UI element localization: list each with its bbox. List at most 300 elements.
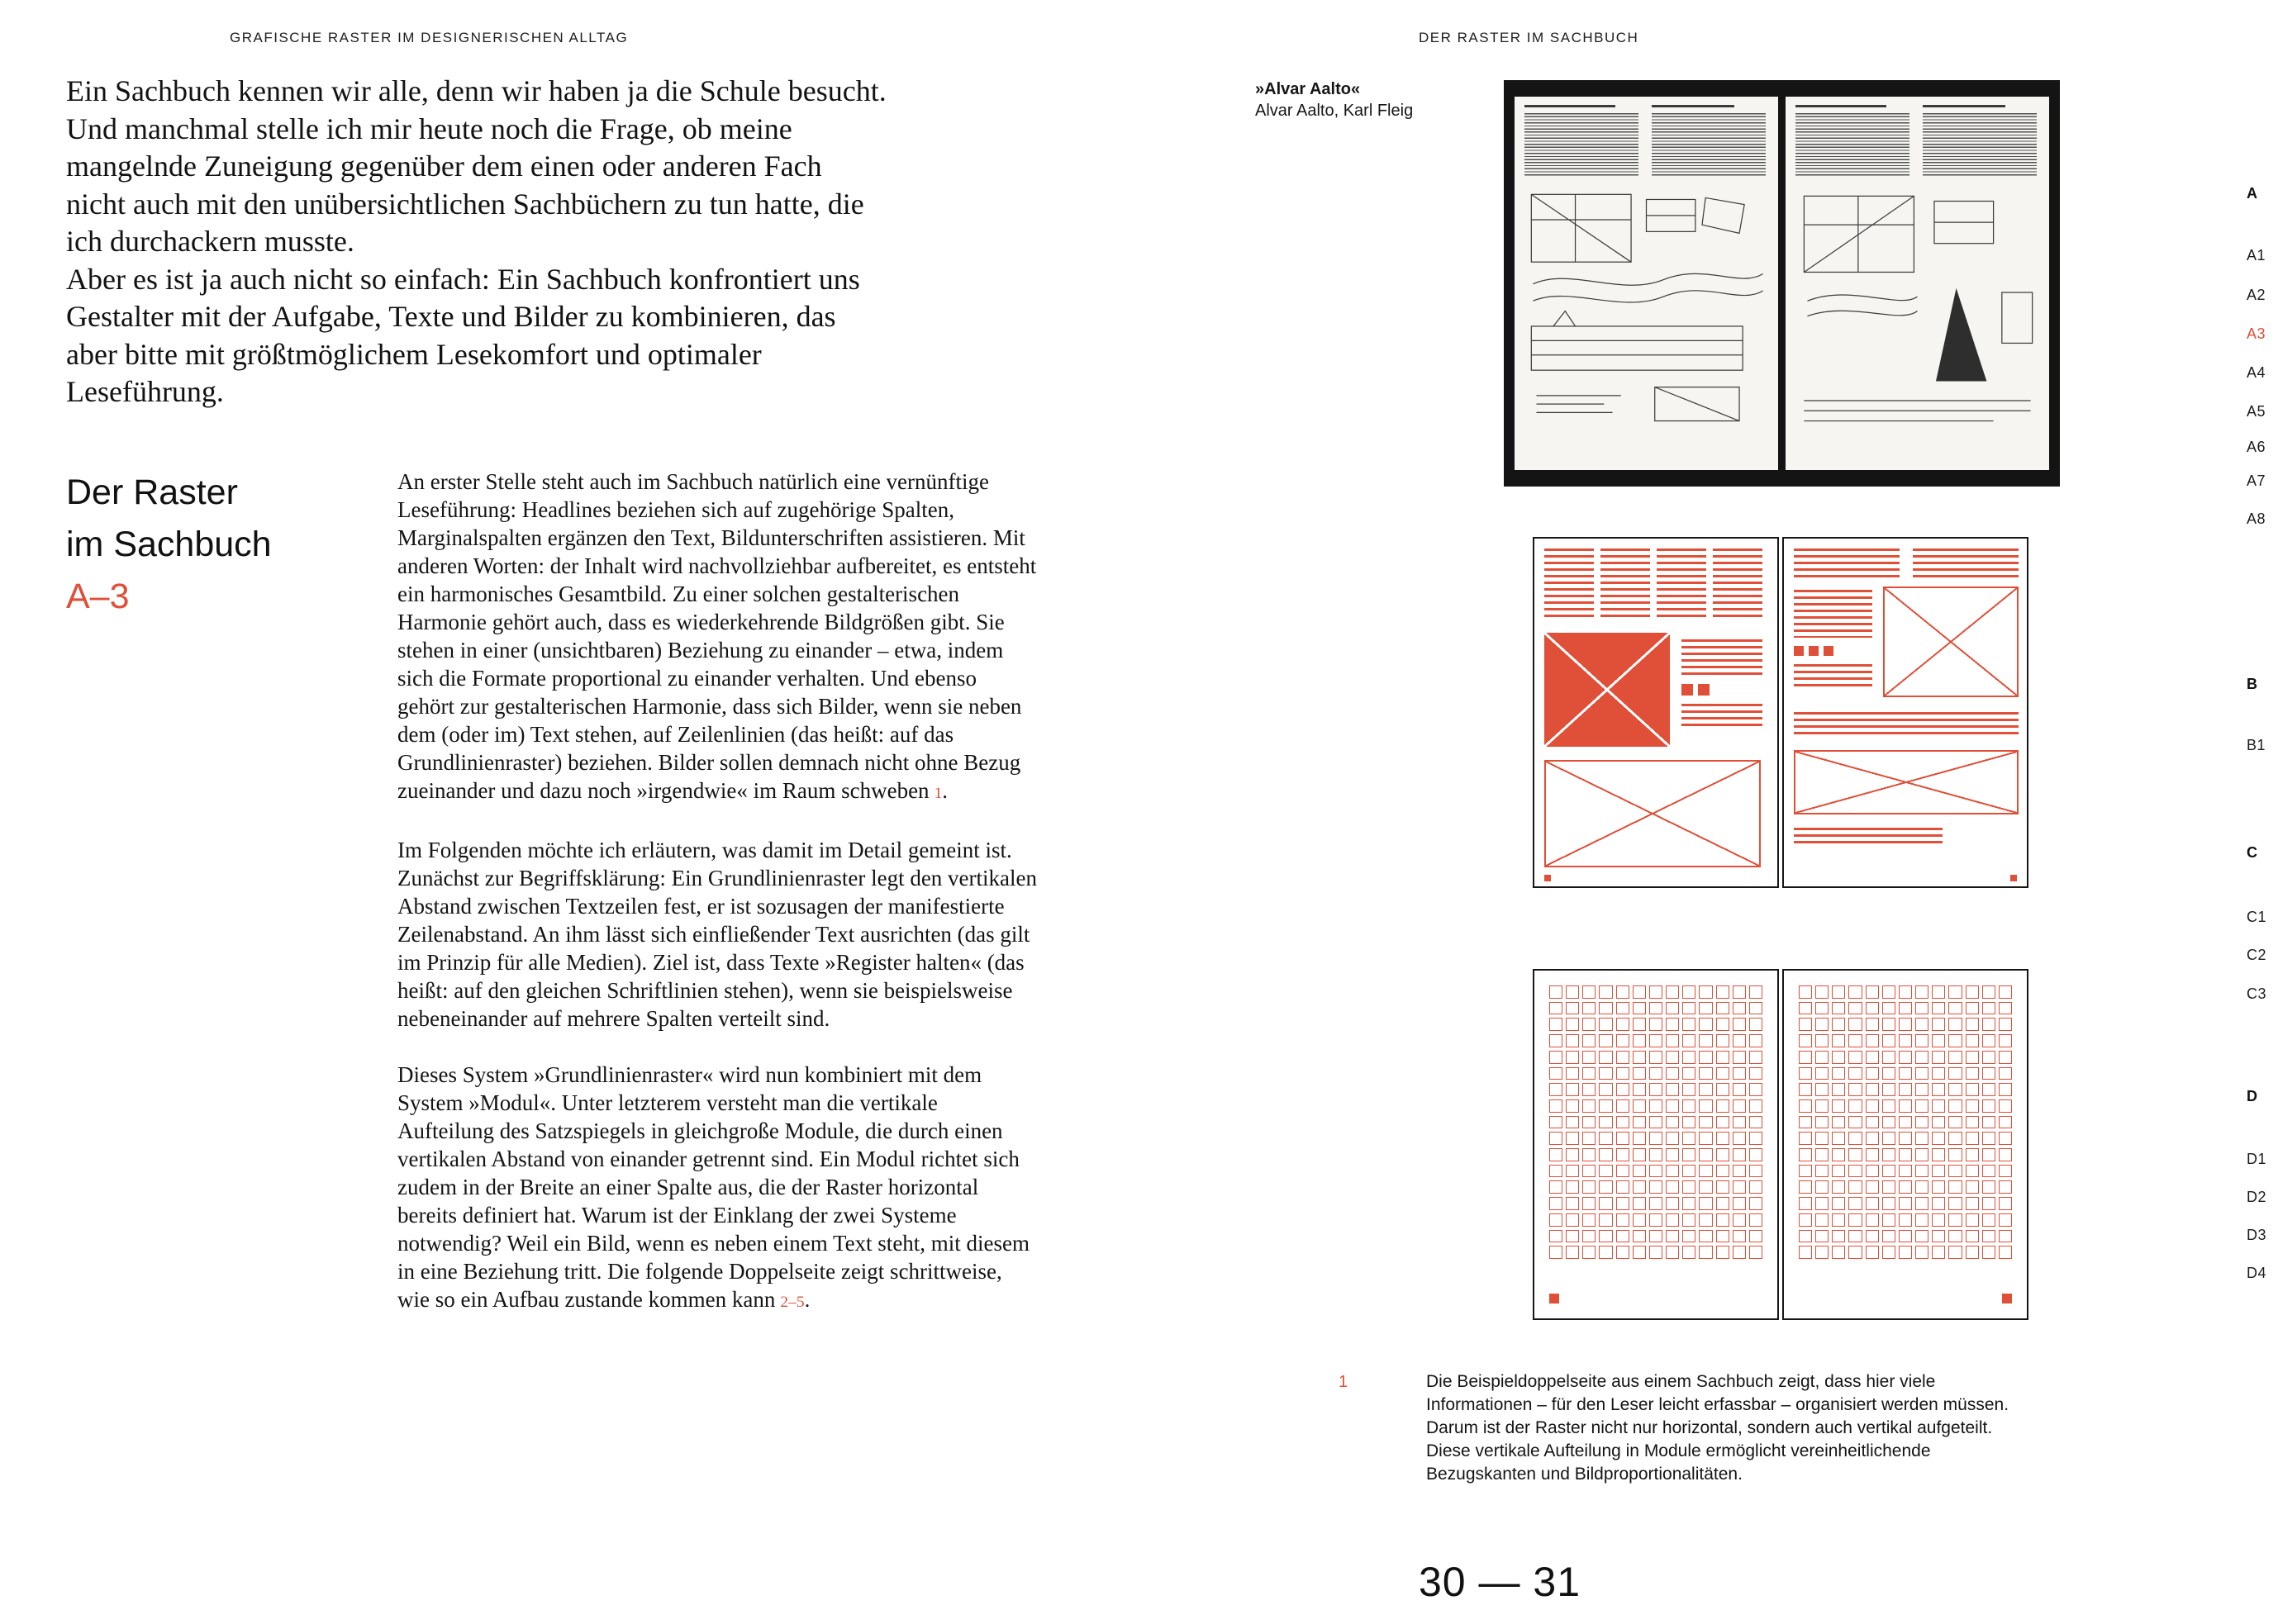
module-grid-cell — [1848, 1083, 1862, 1096]
module-grid-cell — [1915, 1148, 1928, 1161]
module-grid-cell — [1616, 1197, 1629, 1210]
module-grid-cell — [1699, 1246, 1712, 1259]
module-grid-cell — [1982, 1067, 1995, 1080]
module-grid-cell — [1733, 1246, 1746, 1259]
module-grid-cell — [1915, 1051, 1928, 1064]
module-grid-cell — [1566, 1180, 1579, 1194]
module-grid-cell — [1966, 1051, 1979, 1064]
module-grid-cell — [1815, 1148, 1829, 1161]
module-grid-cell — [1999, 1051, 2012, 1064]
module-grid-cell — [1749, 1018, 1762, 1031]
module-grid-cell — [1733, 985, 1746, 999]
margin-index-item-A1: A1 — [2247, 247, 2266, 264]
module-grid-cell — [1633, 1002, 1646, 1015]
module-grid-cell — [1999, 1246, 2012, 1259]
module-grid-cell — [1566, 1083, 1579, 1096]
module-grid-cell — [1699, 1034, 1712, 1047]
footnote-ref-1: 1 — [934, 785, 943, 802]
module-grid-cell — [1716, 1148, 1729, 1161]
module-grid-cell — [1932, 1018, 1945, 1031]
module-grid-cell — [1566, 1148, 1579, 1161]
module-grid-cell — [1932, 1180, 1945, 1194]
module-grid-cell — [1666, 1083, 1679, 1096]
module-grid-cell — [1966, 1148, 1979, 1161]
module-grid-cell — [1899, 1018, 1912, 1031]
module-grid-cell — [1932, 1002, 1945, 1015]
module-grid-cell — [1682, 1132, 1695, 1145]
module-grid-cell — [1566, 1034, 1579, 1047]
module-grid-cell — [1616, 985, 1629, 999]
module-grid-cell — [1649, 1067, 1662, 1080]
module-grid-cell — [1948, 1213, 1962, 1227]
module-grid-cell — [1815, 1034, 1829, 1047]
module-grid-cell — [1832, 1197, 1845, 1210]
module-grid-cell — [1582, 1051, 1596, 1064]
module-grid-cell — [1915, 985, 1928, 999]
module-grid-cell — [1799, 1099, 1812, 1113]
module-grid-cell — [1899, 1051, 1912, 1064]
section-heading — [66, 467, 380, 623]
module-grid-cell — [1866, 1099, 1879, 1113]
module-grid-cell — [1899, 1099, 1912, 1113]
module-grid-cell — [1666, 1034, 1679, 1047]
margin-index-item-A7: A7 — [2247, 472, 2266, 489]
module-grid-cell — [1733, 1034, 1746, 1047]
module-grid-cell — [1948, 1018, 1962, 1031]
module-grid-cell — [1999, 1018, 2012, 1031]
module-grid-cell — [1982, 1083, 1995, 1096]
module-grid-cell — [1948, 985, 1962, 999]
module-grid-cell — [1915, 1099, 1928, 1113]
figure-caption-title: »Alvar Aalto« — [1255, 80, 1361, 98]
module-grid-cell — [1616, 1034, 1629, 1047]
footnote-text: Die Beispieldoppelseite aus einem Sachbuch zeigt, dass hier viele Informationen – für den Leser leicht erfassbar – organisiert werden müssen. Darum ist der Raster nicht nur horizontal, sondern auch vertikal aufgeteilt. Diese vertikale Aufteilung in Module ermöglicht vereinheitlichende Bezugskanten und Bildproportionalitäten. — [1426, 1372, 2009, 1484]
module-grid-cell — [1966, 1180, 1979, 1194]
margin-index-item-C2: C2 — [2247, 947, 2267, 963]
architecture-sketch-right — [1791, 183, 2044, 462]
module-grid-cell — [1582, 1132, 1596, 1145]
module-grid-cell — [1815, 1132, 1829, 1145]
page-folio: 30 — 31 — [1419, 1559, 1581, 1605]
margin-index-item-A6: A6 — [2247, 439, 2266, 455]
module-grid-cell — [1633, 1180, 1646, 1194]
module-grid-cell — [1716, 1116, 1729, 1129]
module-grid-cell — [1749, 1230, 1762, 1243]
module-grid-cell — [1566, 1067, 1579, 1080]
module-grid-cell — [1999, 1002, 2012, 1015]
module-marker — [1809, 646, 1819, 656]
schematic-left-page — [1533, 537, 1779, 888]
module-grid-cell — [1832, 1230, 1845, 1243]
module-grid-cell — [1749, 1083, 1762, 1096]
module-grid-cell — [1599, 1002, 1612, 1015]
module-grid-cell — [1832, 1132, 1845, 1145]
module-grid-cell — [1666, 1067, 1679, 1080]
margin-index-item-D3: D3 — [2247, 1227, 2267, 1243]
module-grid-cell — [1848, 1051, 1862, 1064]
photo-text-column — [1524, 113, 1638, 176]
module-grid-cell — [1549, 1165, 1562, 1178]
module-grid-cell — [1749, 1148, 1762, 1161]
module-grid-cell — [1666, 1099, 1679, 1113]
module-grid-cell — [1966, 1034, 1979, 1047]
module-grid-cell — [1733, 1230, 1746, 1243]
module-grid-cell — [1549, 1116, 1562, 1129]
module-grid-cell — [1966, 1067, 1979, 1080]
module-grid-cell — [1733, 1116, 1746, 1129]
module-grid-cell — [1948, 1002, 1962, 1015]
module-grid-cell — [1699, 1051, 1712, 1064]
module-grid-cell — [1699, 985, 1712, 999]
module-grid-cell — [1848, 1230, 1862, 1243]
module-grid-cell — [1716, 1230, 1729, 1243]
period: . — [942, 778, 949, 803]
grid-left-page — [1533, 969, 1779, 1320]
module-grid-cell — [1549, 1230, 1562, 1243]
page-number-marker — [1549, 1294, 1559, 1303]
module-grid-cell — [1733, 1083, 1746, 1096]
module-grid-cell — [1915, 1116, 1928, 1129]
module-grid-cell — [1882, 1116, 1895, 1129]
module-grid-cell — [1815, 985, 1829, 999]
photo-left-page — [1515, 97, 1778, 470]
module-grid-cell — [1848, 1018, 1862, 1031]
section-code: A–3 — [66, 577, 130, 616]
module-grid-cell — [1866, 1230, 1879, 1243]
module-grid-cell — [1966, 985, 1979, 999]
module-grid-cell — [1699, 1165, 1712, 1178]
module-grid-cell — [1982, 1018, 1995, 1031]
module-grid-cell — [1815, 1197, 1829, 1210]
module-grid-cell — [1966, 1099, 1979, 1113]
module-grid-cell — [1549, 1099, 1562, 1113]
module-grid-cell — [1599, 1180, 1612, 1194]
module-grid-cell — [1682, 1246, 1695, 1259]
module-grid-cell — [1633, 1230, 1646, 1243]
module-grid-cell — [1733, 1165, 1746, 1178]
figure-caption — [1255, 78, 1486, 121]
module-grid-cell — [1999, 1197, 2012, 1210]
module-grid-cell — [1982, 1116, 1995, 1129]
margin-index-item-D1: D1 — [2247, 1151, 2267, 1167]
module-grid-cell — [1566, 1018, 1579, 1031]
module-grid-cell — [1633, 1246, 1646, 1259]
module-grid-cell — [1882, 1246, 1895, 1259]
module-grid-cell — [1899, 1180, 1912, 1194]
module-grid-cell — [1932, 1067, 1945, 1080]
module-grid-cell — [1649, 985, 1662, 999]
module-grid-cell — [1948, 1067, 1962, 1080]
module-grid-cell — [1633, 1132, 1646, 1145]
module-grid-cell — [1866, 985, 1879, 999]
module-grid-cell — [1616, 1132, 1629, 1145]
module-marker — [1794, 646, 1804, 656]
module-grid-cell — [1948, 1132, 1962, 1145]
module-grid-cell — [1549, 1180, 1562, 1194]
module-grid-cell — [1866, 1246, 1879, 1259]
text-block-wireframe — [1713, 548, 1762, 621]
module-grid-cell — [1966, 1083, 1979, 1096]
margin-index-item-C3: C3 — [2247, 985, 2267, 1002]
margin-index-item-C1: C1 — [2247, 909, 2267, 925]
module-grid-cell — [1999, 1148, 2012, 1161]
text-block-wireframe — [1913, 548, 2019, 578]
module-grid-cell — [1549, 1132, 1562, 1145]
module-grid-cell — [1866, 1132, 1879, 1145]
module-grid-cell — [1649, 1180, 1662, 1194]
module-grid-cell — [1866, 1051, 1879, 1064]
photo-text-heading — [1652, 105, 1734, 107]
margin-index-item-D4: D4 — [2247, 1265, 2267, 1281]
module-grid-cell — [1966, 1132, 1979, 1145]
module-grid-cell — [1866, 1018, 1879, 1031]
module-grid-cell — [1882, 1051, 1895, 1064]
module-grid-cell — [1599, 1099, 1612, 1113]
module-grid-cell — [1982, 1197, 1995, 1210]
module-grid-cell — [1999, 1230, 2012, 1243]
module-grid-cell — [1549, 1246, 1562, 1259]
module-grid-cell — [1882, 1213, 1895, 1227]
module-grid-cell — [1815, 1213, 1829, 1227]
module-grid-cell — [1616, 1148, 1629, 1161]
module-grid-cell — [1899, 1197, 1912, 1210]
module-grid-cell — [1999, 1083, 2012, 1096]
margin-index-item-C: C — [2247, 844, 2258, 861]
module-grid-cell — [1948, 1083, 1962, 1096]
module-grid-cell — [1549, 1197, 1562, 1210]
module-grid-cell — [1915, 1132, 1928, 1145]
module-grid-cell — [1882, 1197, 1895, 1210]
module-grid-cell — [1832, 1018, 1845, 1031]
module-grid-cell — [1616, 1213, 1629, 1227]
module-grid-cell — [1682, 1116, 1695, 1129]
module-grid-cell — [1716, 1246, 1729, 1259]
module-grid-cell — [1832, 1180, 1845, 1194]
module-grid-cell — [1716, 1099, 1729, 1113]
module-grid-cell — [1932, 1132, 1945, 1145]
module-grid-cell — [1749, 1034, 1762, 1047]
module-grid-cell — [1649, 1051, 1662, 1064]
page-number-marker — [2002, 1294, 2012, 1303]
module-grid-cell — [1682, 1180, 1695, 1194]
module-grid-cell — [1582, 1148, 1596, 1161]
schematic-right-page — [1782, 537, 2028, 888]
module-grid-cell — [1599, 1051, 1612, 1064]
module-grid-cell — [1866, 1213, 1879, 1227]
module-grid-cell — [1682, 1067, 1695, 1080]
module-grid-cell — [1649, 1116, 1662, 1129]
module-grid — [1799, 985, 2012, 1259]
module-grid-cell — [1582, 1002, 1596, 1015]
module-grid — [1549, 985, 1762, 1259]
image-placeholder-solid — [1544, 633, 1670, 747]
module-grid-cell — [1566, 1165, 1579, 1178]
module-grid-cell — [1982, 1230, 1995, 1243]
module-grid-cell — [1848, 1165, 1862, 1178]
module-grid-cell — [1999, 1180, 2012, 1194]
module-grid-cell — [1799, 1002, 1812, 1015]
module-grid-cell — [1932, 1165, 1945, 1178]
module-grid-cell — [1749, 1246, 1762, 1259]
module-grid-cell — [1848, 1197, 1862, 1210]
module-grid-cell — [1799, 1051, 1812, 1064]
module-grid-cell — [1699, 1083, 1712, 1096]
module-grid-cell — [1599, 1067, 1612, 1080]
footnote-number: 1 — [1339, 1373, 1348, 1391]
module-marker — [1824, 646, 1833, 656]
module-grid-cell — [1932, 1051, 1945, 1064]
module-grid-cell — [1982, 1148, 1995, 1161]
module-grid-cell — [1566, 1132, 1579, 1145]
module-grid-cell — [1832, 1148, 1845, 1161]
module-grid-cell — [1982, 1246, 1995, 1259]
module-grid-cell — [1582, 1018, 1596, 1031]
module-grid-cell — [1866, 1083, 1879, 1096]
module-grid-cell — [1633, 1165, 1646, 1178]
book-photo-alvar-aalto — [1504, 80, 2060, 487]
module-grid-cell — [1633, 1018, 1646, 1031]
module-grid-cell — [1932, 1213, 1945, 1227]
module-grid-cell — [1666, 1116, 1679, 1129]
module-grid-cell — [1682, 1002, 1695, 1015]
module-grid-cell — [1882, 1132, 1895, 1145]
module-grid-cell — [1666, 1197, 1679, 1210]
module-grid-cell — [1699, 1132, 1712, 1145]
text-block-wireframe — [1681, 704, 1762, 729]
section-title-line1: Der Raster — [66, 472, 238, 512]
module-grid-cell — [1566, 985, 1579, 999]
module-grid-cell — [1616, 1165, 1629, 1178]
module-grid-cell — [1582, 1099, 1596, 1113]
module-grid-cell — [1666, 1018, 1679, 1031]
page-number-marker — [2010, 875, 2017, 881]
module-grid-cell — [1716, 1180, 1729, 1194]
module-grid-cell — [1749, 1132, 1762, 1145]
module-grid-cell — [1599, 1230, 1612, 1243]
module-grid-cell — [1915, 1034, 1928, 1047]
module-grid-cell — [1999, 1034, 2012, 1047]
module-marker — [1698, 684, 1710, 696]
module-grid-cell — [1948, 1165, 1962, 1178]
module-grid-cell — [1666, 1230, 1679, 1243]
figure-caption-subtitle: Alvar Aalto, Karl Fleig — [1255, 102, 1414, 120]
module-grid-cell — [1599, 1165, 1612, 1178]
module-grid-cell — [1848, 1067, 1862, 1080]
module-grid-cell — [1666, 1132, 1679, 1145]
module-grid-cell — [1616, 1246, 1629, 1259]
photo-right-page — [1786, 97, 2049, 470]
module-grid-cell — [1616, 1067, 1629, 1080]
module-grid-cell — [1832, 1099, 1845, 1113]
module-grid-cell — [1699, 1230, 1712, 1243]
module-grid-cell — [1566, 1051, 1579, 1064]
module-grid-cell — [1899, 1165, 1912, 1178]
module-grid-cell — [1699, 1180, 1712, 1194]
module-grid-cell — [1815, 1180, 1829, 1194]
module-grid-cell — [1899, 1246, 1912, 1259]
module-grid-cell — [1699, 1067, 1712, 1080]
module-grid-cell — [1549, 1018, 1562, 1031]
module-grid-cell — [1832, 1067, 1845, 1080]
module-grid-cell — [1549, 1051, 1562, 1064]
module-grid-cell — [1616, 1018, 1629, 1031]
module-grid-cell — [1799, 1230, 1812, 1243]
module-grid-cell — [1899, 1002, 1912, 1015]
module-grid-cell — [1549, 1148, 1562, 1161]
module-grid-cell — [1932, 1230, 1945, 1243]
margin-index-item-D2: D2 — [2247, 1189, 2267, 1205]
module-grid-cell — [1716, 1083, 1729, 1096]
module-grid-cell — [1582, 1246, 1596, 1259]
text-block-wireframe — [1600, 548, 1650, 621]
module-grid-cell — [1633, 1083, 1646, 1096]
module-grid-cell — [1682, 985, 1695, 999]
module-grid-cell — [1733, 1213, 1746, 1227]
module-grid-cell — [1649, 1099, 1662, 1113]
module-grid-cell — [1582, 1165, 1596, 1178]
module-grid-cell — [1799, 1148, 1812, 1161]
module-grid-cell — [1815, 1116, 1829, 1129]
module-grid-cell — [1699, 1148, 1712, 1161]
module-grid-cell — [1599, 1246, 1612, 1259]
module-grid-cell — [1716, 1165, 1729, 1178]
module-grid-cell — [1882, 985, 1895, 999]
module-grid-cell — [1832, 1083, 1845, 1096]
module-grid-cell — [1882, 1180, 1895, 1194]
module-grid-cell — [1716, 1213, 1729, 1227]
module-grid-cell — [1749, 1165, 1762, 1178]
module-grid-cell — [1932, 1148, 1945, 1161]
module-grid-cell — [1832, 985, 1845, 999]
module-grid-cell — [1599, 1018, 1612, 1031]
module-grid-cell — [1682, 1165, 1695, 1178]
module-grid-cell — [1582, 985, 1596, 999]
module-grid-cell — [1599, 1116, 1612, 1129]
module-grid-cell — [1915, 1197, 1928, 1210]
module-grid-cell — [1733, 1180, 1746, 1194]
module-grid-cell — [1682, 1230, 1695, 1243]
module-grid-cell — [1616, 1180, 1629, 1194]
grid-right-page — [1782, 969, 2028, 1320]
module-grid-cell — [1948, 1116, 1962, 1129]
module-grid-cell — [1599, 1034, 1612, 1047]
intro-text — [66, 73, 888, 411]
module-grid-cell — [1866, 1002, 1879, 1015]
module-grid-cell — [1799, 1083, 1812, 1096]
module-grid-cell — [1832, 1213, 1845, 1227]
module-grid-cell — [1799, 1116, 1812, 1129]
text-block-wireframe — [1794, 590, 1872, 638]
module-grid-cell — [1915, 1213, 1928, 1227]
module-grid-cell — [1999, 985, 2012, 999]
module-grid-cell — [1682, 1099, 1695, 1113]
module-grid-cell — [1915, 1246, 1928, 1259]
module-marker — [1681, 684, 1693, 696]
text-block-wireframe — [1794, 664, 1872, 687]
module-grid-cell — [1566, 1246, 1579, 1259]
module-grid-cell — [1616, 1116, 1629, 1129]
module-grid-cell — [1982, 1165, 1995, 1178]
module-grid-cell — [1948, 1099, 1962, 1113]
schematic-spread-module-grid — [1533, 969, 2028, 1320]
module-grid-cell — [1799, 1067, 1812, 1080]
module-grid-cell — [1899, 1148, 1912, 1161]
module-grid-cell — [1733, 1067, 1746, 1080]
module-grid-cell — [1815, 1067, 1829, 1080]
module-grid-cell — [1815, 1099, 1829, 1113]
module-grid-cell — [1699, 1002, 1712, 1015]
module-grid-cell — [1982, 1180, 1995, 1194]
